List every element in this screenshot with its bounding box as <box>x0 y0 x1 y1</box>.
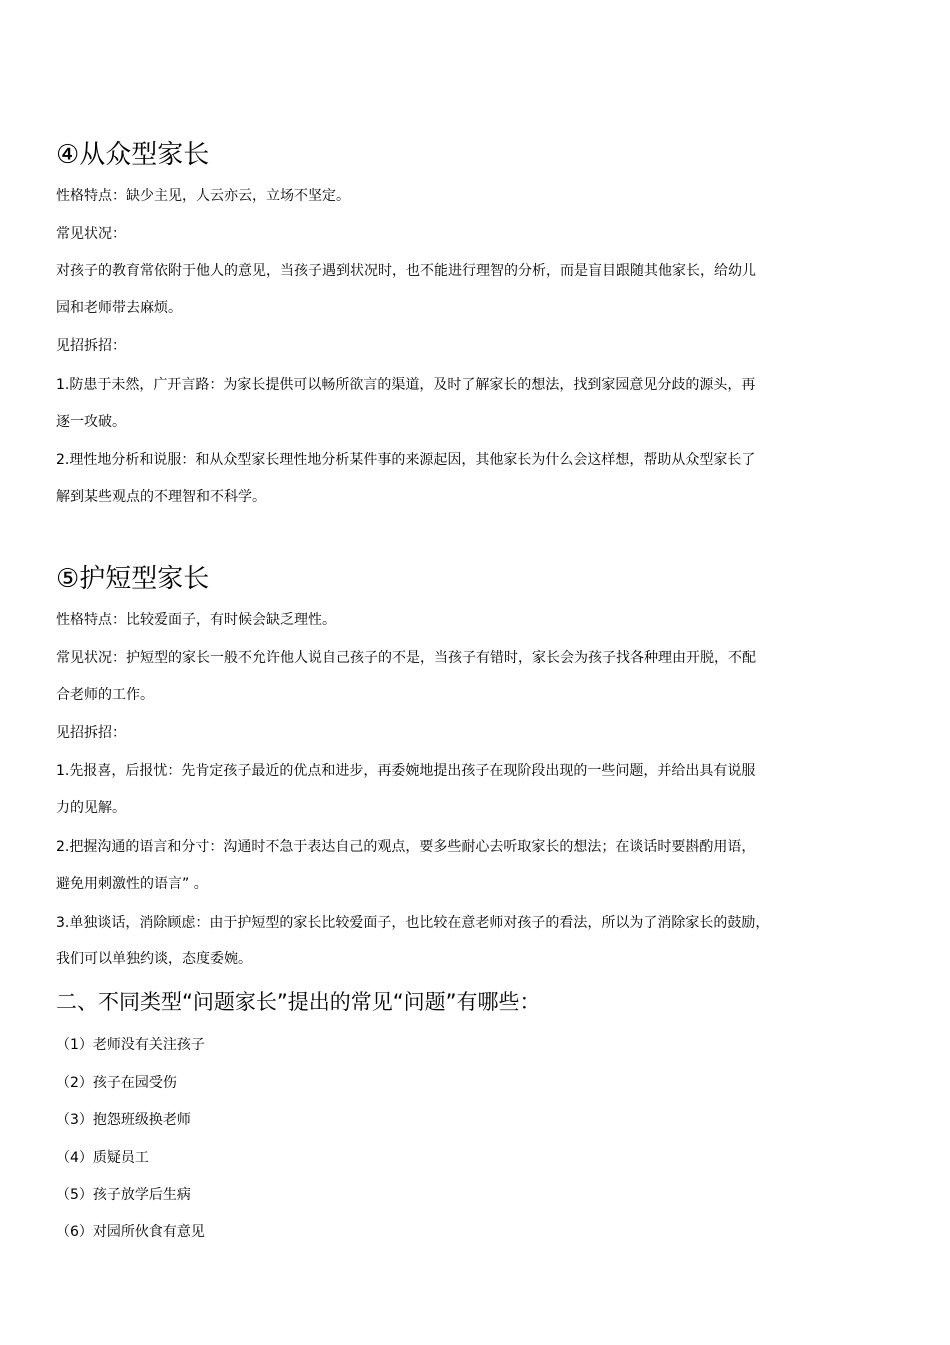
paragraph-line: 常见状况：护短型的家长一般不允许他人说自己孩子的不是，当孩子有错时，家长会为孩子找各种理由开脱，不配 <box>56 650 756 666</box>
list-item: （5）孩子放学后生病 <box>56 1187 191 1203</box>
section-heading-conformist-parent: ④从众型家长 <box>56 140 210 170</box>
list-item: （1）老师没有关注孩子 <box>56 1037 205 1053</box>
paragraph-line: 2.把握沟通的语言和分寸：沟通时不急于表达自己的观点，要多些耐心去听取家长的想法；在谈话时要斟酌用语， <box>56 839 756 855</box>
paragraph-line: 力的见解。 <box>56 800 126 816</box>
list-item: （6）对园所伙食有意见 <box>56 1224 205 1240</box>
paragraph-line: 2.理性地分析和说服：和从众型家长理性地分析某件事的来源起因，其他家长为什么会这样想，帮助从众型家长了 <box>56 452 756 468</box>
paragraph-line: 3.单独谈话，消除顾虑：由于护短型的家长比较爱面子，也比较在意老师对孩子的看法，所以为了消除家长的鼓励， <box>56 915 770 931</box>
list-item: （4）质疑员工 <box>56 1150 149 1166</box>
list-item: （3）抱怨班级换老师 <box>56 1112 191 1128</box>
section-heading-common-issues: 二、不同类型“问题家长”提出的常见“问题”有哪些： <box>56 990 541 1014</box>
paragraph-line: 见招拆招： <box>56 338 126 354</box>
paragraph-line: 对孩子的教育常依附于他人的意见，当孩子遇到状况时，也不能进行理智的分析，而是盲目跟随其他家长，给幼儿 <box>56 263 756 279</box>
paragraph-line: 解到某些观点的不理智和不科学。 <box>56 489 266 505</box>
paragraph-line: 性格特点：比较爱面子，有时候会缺乏理性。 <box>56 612 336 628</box>
paragraph-line: 园和老师带去麻烦。 <box>56 300 182 316</box>
paragraph-line: 常见状况： <box>56 226 126 242</box>
paragraph-line: 1.防患于未然，广开言路：为家长提供可以畅所欲言的渠道，及时了解家长的想法，找到家园意见分歧的源头，再 <box>56 377 756 393</box>
section-heading-protective-parent: ⑤护短型家长 <box>56 564 210 594</box>
paragraph-line: 性格特点：缺少主见，人云亦云，立场不坚定。 <box>56 188 350 204</box>
paragraph-line: 避免用刺激性的语言” 。 <box>56 876 208 892</box>
paragraph-line: 见招拆招： <box>56 725 126 741</box>
paragraph-line: 逐一攻破。 <box>56 414 126 430</box>
list-item: （2）孩子在园受伤 <box>56 1075 177 1091</box>
paragraph-line: 1.先报喜，后报忧：先肯定孩子最近的优点和进步，再委婉地提出孩子在现阶段出现的一些问题，并给出具有说服 <box>56 763 756 779</box>
paragraph-line: 合老师的工作。 <box>56 687 154 703</box>
paragraph-line: 我们可以单独约谈，态度委婉。 <box>56 951 252 967</box>
